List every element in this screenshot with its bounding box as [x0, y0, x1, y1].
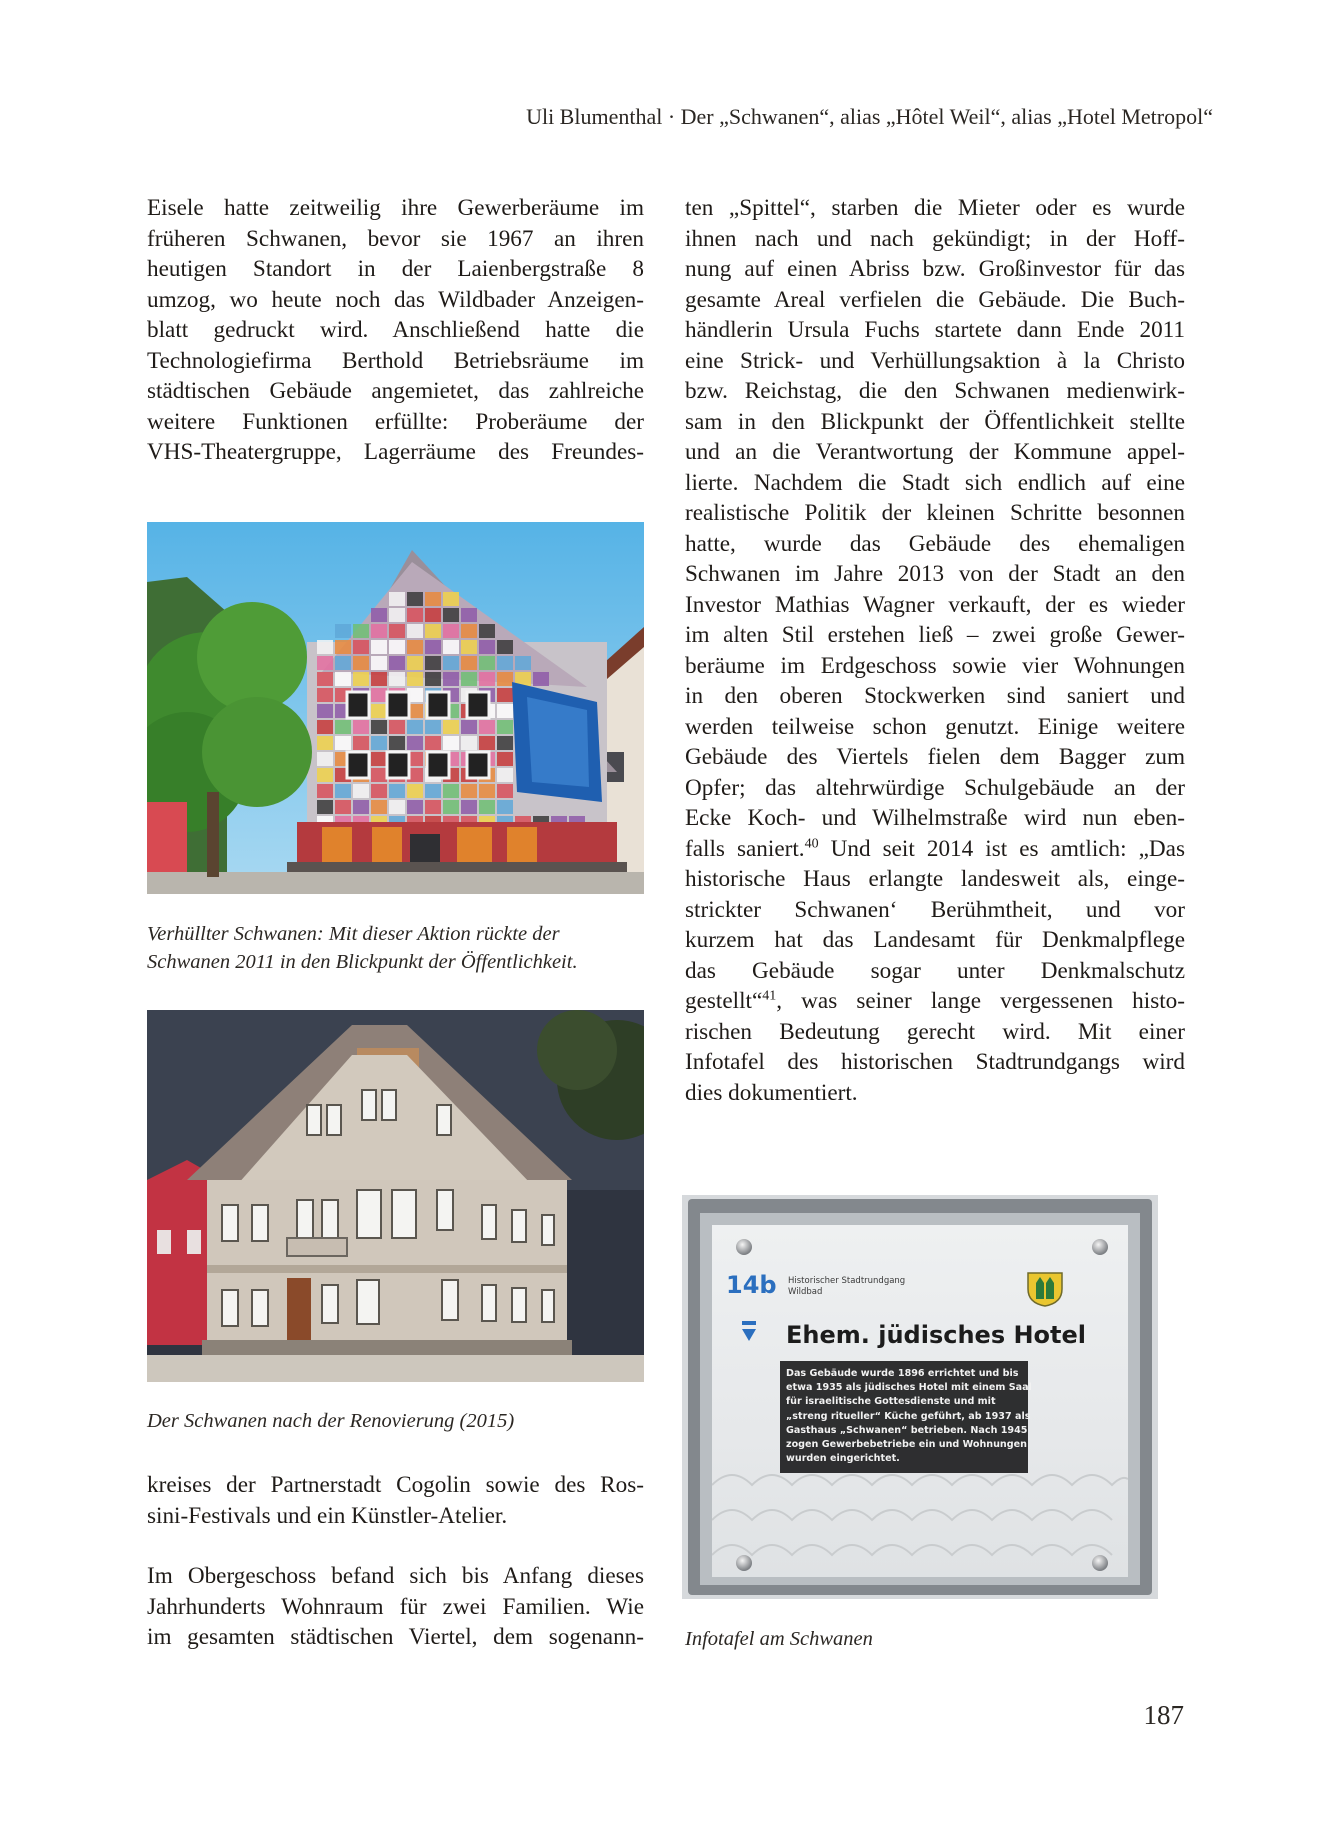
knitted-patch [425, 640, 441, 654]
knitted-patch [461, 720, 477, 734]
knitted-patch [497, 720, 513, 734]
knitted-patch [461, 624, 477, 638]
knitted-patch [335, 656, 351, 670]
text-line: historische Haus erlangte landesweit als, einge- [685, 866, 1185, 892]
text-line: Ecke Koch- und Wilhelmstraße wird nun eben- [685, 805, 1185, 831]
knitted-patch [443, 608, 459, 622]
knitted-patch [425, 592, 441, 606]
marker-icon [742, 1321, 756, 1343]
knitted-patch [497, 704, 513, 718]
sign-body [780, 1361, 1032, 1473]
knitted-patch [389, 624, 405, 638]
text-line: hatte, wurde das Gebäude des ehemaligen [685, 530, 1185, 557]
text-line: das Gebäude sogar unter Denkmalschutz [685, 957, 1185, 984]
knitted-patch [443, 720, 459, 734]
knitted-patch [371, 640, 387, 654]
knitted-patch [443, 736, 459, 750]
text-line: realistische Politik der kleinen Schritte besonnen [685, 500, 1185, 526]
left-paragraph-3 [147, 1561, 644, 1653]
knitted-patch [479, 736, 495, 750]
knitted-patch [497, 752, 513, 766]
knitted-patch [425, 656, 441, 670]
knitted-patch [425, 624, 441, 638]
knitted-patch [443, 656, 459, 670]
caption-line: Schwanen 2011 in den Blickpunkt der Öffentlichkeit. [147, 951, 578, 973]
window [427, 752, 449, 778]
right-column-text [685, 193, 1185, 1108]
knitted-patch [497, 736, 513, 750]
knitted-patch [317, 768, 333, 782]
knitted-patch [317, 672, 333, 686]
knitted-patch [461, 608, 477, 622]
photo-renovated-schwanen [147, 1010, 644, 1382]
text-line: Jahrhunderts Wohnraum für zwei Familien. Wie [147, 1593, 644, 1620]
knitted-patch [353, 784, 369, 798]
text-line: ihnen nach und nach gekündigt; in der Hoff- [685, 225, 1185, 252]
knitted-patch [371, 784, 387, 798]
text-line: weitere Funktionen erfüllte: Proberäume der [147, 408, 644, 435]
knitted-patch [479, 624, 495, 638]
text-line: dies dokumentiert. [685, 1079, 858, 1106]
screw-icon [736, 1555, 752, 1571]
knitted-patch [515, 656, 531, 670]
text-line: ten „Spittel“, starben die Mieter oder es wurde [685, 195, 1185, 221]
knitted-patch [407, 640, 423, 654]
knitted-patch [461, 672, 477, 686]
knitted-patch [533, 672, 549, 686]
knitted-patch [425, 784, 441, 798]
window [387, 752, 409, 778]
knitted-patch [353, 720, 369, 734]
photo-2-caption: Der Schwanen nach der Renovierung (2015) [147, 1410, 515, 1432]
knitted-patch [371, 720, 387, 734]
text-line: VHS-Theatergruppe, Lagerräume des Freundes- [147, 439, 644, 465]
text-line: Im Obergeschoss befand sich bis Anfang dieses [147, 1563, 644, 1589]
knitted-patch [443, 800, 459, 814]
text-line: werden teilweise schon genutzt. Einige weitere [685, 713, 1185, 740]
window [467, 752, 489, 778]
running-header: Uli Blumenthal · Der „Schwanen“, alias „Hôtel Weil“, alias „Hotel Metropol“ [526, 104, 1213, 129]
knitted-patch [425, 736, 441, 750]
knitted-patch [443, 640, 459, 654]
knitted-patch [407, 656, 423, 670]
text-line: lierte. Nachdem die Stadt sich endlich auf eine [685, 469, 1185, 496]
text-line: nung auf einen Abriss bzw. Großinvestor für das [685, 256, 1185, 282]
knitted-patch [335, 784, 351, 798]
text-line: früheren Schwanen, bevor sie 1967 an ihren [147, 225, 644, 252]
text-line-with-footnote [685, 986, 1185, 1017]
knitted-patch [335, 640, 351, 654]
knitted-patch [335, 624, 351, 638]
sign-title: Ehem. jüdisches Hotel [786, 1321, 1087, 1349]
window [347, 752, 369, 778]
text-line: sam in den Blickpunkt der Öffentlichkeit stellte [685, 408, 1185, 435]
knitted-patch [407, 592, 423, 606]
left-paragraph-2 [147, 1470, 644, 1531]
knitted-patch [479, 656, 495, 670]
knitted-patch [389, 672, 405, 686]
knitted-patch [389, 736, 405, 750]
knitted-patch [461, 656, 477, 670]
knitted-patch [461, 784, 477, 798]
knitted-patch [317, 800, 333, 814]
knitted-patch [479, 672, 495, 686]
knitted-patch [335, 736, 351, 750]
text-line: Investor Mathias Wagner verkauft, der es wieder [685, 591, 1185, 618]
text-line: Opfer; das altehrwürdige Schulgebäude an der [685, 774, 1185, 801]
knitted-patch [371, 608, 387, 622]
text-fragment: falls saniert. [685, 835, 805, 862]
knitted-patch [407, 784, 423, 798]
knitted-patch [371, 656, 387, 670]
knitted-patch [335, 720, 351, 734]
sign-body-line: wurden eingerichtet. [786, 1453, 900, 1465]
knitted-patch [317, 752, 333, 766]
knitted-patch [407, 608, 423, 622]
knitted-patch [443, 624, 459, 638]
knitted-patch [389, 784, 405, 798]
knitted-patch [317, 784, 333, 798]
screw-icon [1092, 1239, 1108, 1255]
knitted-patch [497, 656, 513, 670]
knitted-patch [443, 784, 459, 798]
knitted-patch [335, 672, 351, 686]
text-line: blatt gedruckt wird. Anschließend hatte die [147, 317, 644, 343]
knitted-patch [371, 800, 387, 814]
knitted-patch [407, 736, 423, 750]
knitted-patch [317, 656, 333, 670]
knitted-patch [353, 640, 369, 654]
text-line: strickter Schwanen‘ Berühmtheit, und vor [685, 896, 1185, 923]
knitted-patch [479, 784, 495, 798]
text-line: kreises der Partnerstadt Cogolin sowie des Ros- [147, 1472, 644, 1498]
knitted-patch [425, 608, 441, 622]
text-line: Schwanen im Jahre 2013 von der Stadt an den [685, 561, 1185, 587]
text-fragment: , was seiner lange vergessenen histo- [776, 988, 1185, 1014]
text-line: kurzem hat das Landesamt für Denkmalpflege [685, 927, 1185, 953]
text-line: in den oberen Stockwerken sind saniert und [685, 683, 1185, 709]
knitted-patch [371, 672, 387, 686]
text-line: Gebäude des Viertels fielen dem Bagger zum [685, 744, 1185, 770]
text-line-with-footnote [685, 834, 1185, 865]
knitted-patch [389, 640, 405, 654]
photo-infotafel [682, 1195, 1158, 1599]
knitted-patch [497, 784, 513, 798]
knitted-patch [389, 608, 405, 622]
knitted-patch [335, 800, 351, 814]
sign-body-line: Das Gebäude wurde 1896 errichtet und bis [786, 1368, 1019, 1379]
knitted-patch [371, 736, 387, 750]
knitted-patch [443, 672, 459, 686]
text-fragment: Und seit 2014 ist es amtlich: „Das [818, 835, 1185, 862]
text-line: beräume im Erdgeschoss sowie vier Wohnungen [685, 652, 1185, 679]
sign-series-line: Historischer Stadtrundgang [788, 1276, 906, 1286]
screw-icon [1092, 1555, 1108, 1571]
coat-of-arms-icon [1026, 1271, 1064, 1307]
knitted-patch [407, 672, 423, 686]
sign-body-line: zogen Gewerbebetriebe ein und Wohnungen [786, 1439, 1027, 1451]
knitted-patch [371, 768, 387, 782]
shingle-texture [712, 1465, 1128, 1577]
knitted-patch [461, 800, 477, 814]
sign-series [788, 1276, 905, 1298]
footnote-ref-41: 41 [762, 988, 777, 1004]
text-line: händlerin Ursula Fuchs startete dann Ende 2011 [685, 317, 1185, 343]
knitted-patch [425, 720, 441, 734]
text-line: heutigen Standort in der Laienbergstraße 8 [147, 256, 644, 282]
knitted-patch [317, 736, 333, 750]
knitted-patch [479, 720, 495, 734]
caption-line: Verhüllter Schwanen: Mit dieser Aktion rückte der [147, 923, 560, 945]
text-line: im gesamten städtischen Viertel, dem sogenann- [147, 1624, 644, 1650]
sign-body-line: etwa 1935 als jüdisches Hotel mit einem Saal [786, 1382, 1032, 1394]
text-line: bzw. Reichstag, die den Schwanen medienwirk- [685, 378, 1185, 404]
knitted-patch [317, 704, 333, 718]
text-fragment: gestellt“ [685, 988, 763, 1014]
sign-body-line: für israelitische Gottesdienste und mit [786, 1396, 996, 1408]
window [347, 692, 369, 718]
knitted-patch [461, 640, 477, 654]
sign-body-line: „streng ritueller“ Küche geführt, ab 1937 als [786, 1410, 1031, 1422]
text-line: Infotafel des historischen Stadtrundgangs wird [685, 1049, 1185, 1075]
knitted-patch [353, 736, 369, 750]
knitted-patch [353, 624, 369, 638]
photo-wrapped-schwanen [147, 522, 644, 894]
knitted-patch [497, 688, 513, 702]
sign-series-line: Wildbad [788, 1287, 823, 1297]
knitted-patch [443, 592, 459, 606]
text-line: umzog, wo heute noch das Wildbader Anzeigen- [147, 286, 644, 313]
footnote-ref-40: 40 [804, 835, 819, 851]
knitted-patch [497, 800, 513, 814]
knitted-patch [425, 800, 441, 814]
sign-body-line: Gasthaus „Schwanen“ betrieben. Nach 1945 [786, 1424, 1028, 1436]
knitted-patch [389, 592, 405, 606]
knitted-patch [389, 656, 405, 670]
text-line: städtischen Gebäude angemietet, das zahlreiche [147, 378, 644, 404]
sign-number: 14b [726, 1271, 777, 1299]
knitted-patch [317, 720, 333, 734]
text-line: und an die Verantwortung der Kommune appel- [685, 439, 1185, 465]
photo-1-caption [147, 920, 667, 976]
screw-icon [736, 1239, 752, 1255]
knitted-patch [371, 752, 387, 766]
text-line: im alten Stil erstehen ließ – zwei große Gewer- [685, 622, 1185, 648]
knitted-patch [371, 704, 387, 718]
window [387, 692, 409, 718]
text-line: sini-Festivals und ein Künstler-Atelier. [147, 1502, 508, 1529]
knitted-patch [317, 640, 333, 654]
knitted-patch [407, 800, 423, 814]
photo-3-caption: Infotafel am Schwanen [685, 1628, 873, 1650]
knitted-patch [407, 720, 423, 734]
knitted-patch [371, 624, 387, 638]
left-paragraph-1 [147, 193, 644, 468]
knitted-patch [389, 720, 405, 734]
knitted-patch [479, 640, 495, 654]
knitted-patch [497, 768, 513, 782]
page-number: 187 [1143, 1700, 1184, 1730]
knitted-patch [479, 800, 495, 814]
text-line: rischen Bedeutung gerecht wird. Mit einer [685, 1018, 1185, 1045]
text-line: Technologiefirma Berthold Betriebsräume im [147, 347, 644, 374]
knitted-patch [353, 656, 369, 670]
knitted-patch [425, 672, 441, 686]
text-line: gesamte Areal verfielen die Gebäude. Die Buch- [685, 286, 1185, 313]
text-line: Eisele hatte zeitweilig ihre Gewerberäume im [147, 195, 644, 221]
knitted-patch [389, 800, 405, 814]
knitted-patch [353, 672, 369, 686]
knitted-patch [497, 672, 513, 686]
knitted-patch [371, 688, 387, 702]
knitted-patch [353, 800, 369, 814]
knitted-patch [461, 736, 477, 750]
knitted-patch [317, 688, 333, 702]
knitted-patch [497, 640, 513, 654]
knitted-patch [407, 624, 423, 638]
text-line: eine Strick- und Verhüllungsaktion à la Christo [685, 347, 1185, 374]
window [467, 692, 489, 718]
window [427, 692, 449, 718]
